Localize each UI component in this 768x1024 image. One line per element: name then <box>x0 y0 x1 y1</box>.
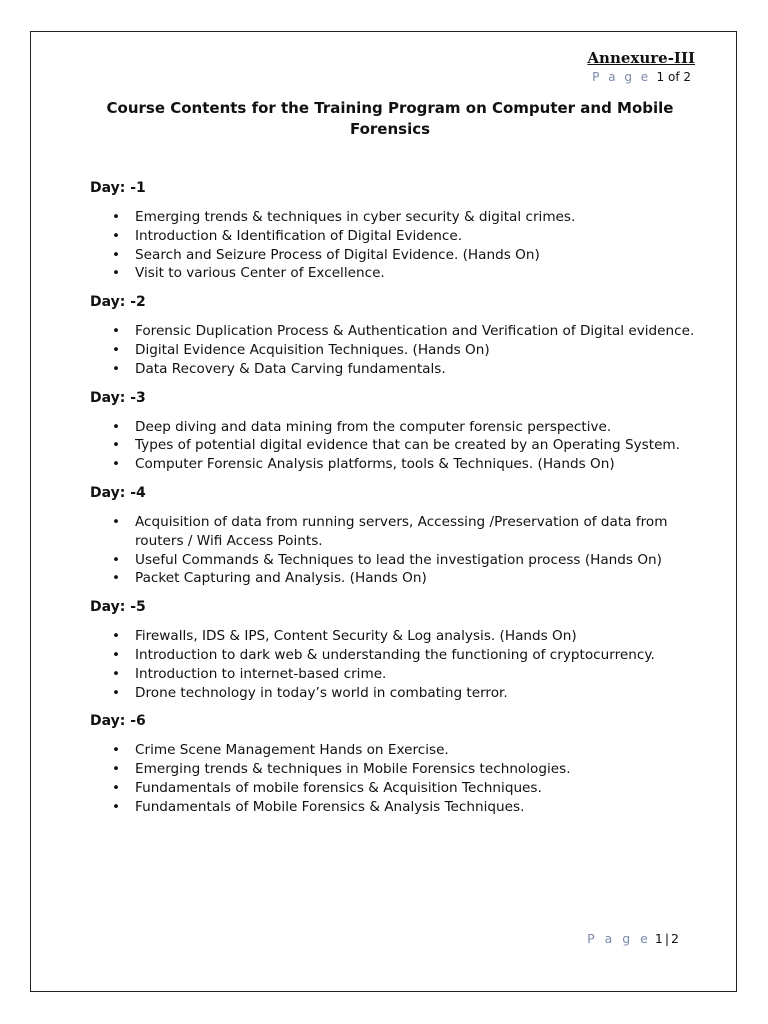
topic-text: Fundamentals of Mobile Forensics & Analysis Techniques. <box>135 798 525 815</box>
bullet-icon: • <box>112 513 121 530</box>
bullet-icon: • <box>112 209 121 225</box>
topic-item <box>90 741 710 760</box>
topic-item <box>90 227 710 246</box>
bullet-icon: • <box>112 360 121 377</box>
header-page-info: 1 of 2 <box>656 70 691 84</box>
topic-item <box>90 436 710 455</box>
topic-text: Firewalls, IDS & IPS, Content Security & Log analysis. (Hands On) <box>135 628 577 645</box>
topic-list <box>90 627 710 702</box>
bullet-icon: • <box>112 341 121 358</box>
topic-text: Forensic Duplication Process & Authentication and Verification of Digital evidence. <box>135 323 695 340</box>
topic-item <box>90 569 710 588</box>
topic-item <box>90 341 710 360</box>
bullet-icon: • <box>112 323 121 340</box>
topic-text: Visit to various Center of Excellence. <box>135 265 385 282</box>
day-heading: Day: -4 <box>90 484 146 501</box>
topic-text: Types of potential digital evidence that can be created by an Operating System. <box>135 437 680 454</box>
topic-text: Search and Seizure Process of Digital Evidence. (Hands On) <box>135 246 540 263</box>
bullet-icon: • <box>112 437 121 454</box>
footer-page-number <box>587 931 679 946</box>
topic-item <box>90 246 710 265</box>
bullet-icon: • <box>112 646 121 663</box>
footer-page-word: P a g e <box>587 931 651 946</box>
topic-text: Crime Scene Management Hands on Exercise. <box>135 742 449 759</box>
day-section <box>90 389 710 474</box>
topic-item <box>90 513 710 551</box>
topic-text: Packet Capturing and Analysis. (Hands On) <box>135 570 427 587</box>
topic-text: Emerging trends & techniques in Mobile Forensics technologies. <box>135 761 571 778</box>
bullet-icon: • <box>112 227 121 244</box>
topic-text: Computer Forensic Analysis platforms, tools & Techniques. (Hands On) <box>135 456 615 473</box>
bullet-icon: • <box>112 456 121 473</box>
topic-item <box>90 360 710 379</box>
bullet-icon: • <box>112 628 121 645</box>
topic-text: Data Recovery & Data Carving fundamentals. <box>135 360 446 377</box>
header-page-word: P a g e <box>592 70 651 84</box>
header-page-number <box>592 70 691 84</box>
topic-item <box>90 455 710 474</box>
topic-item <box>90 418 710 437</box>
bullet-icon: • <box>112 418 121 435</box>
bullet-icon: • <box>112 779 121 796</box>
day-section <box>90 484 710 588</box>
topic-item <box>90 760 710 779</box>
topic-text: Fundamentals of mobile forensics & Acquisition Techniques. <box>135 779 542 796</box>
day-section <box>90 293 710 378</box>
day-section <box>90 712 710 816</box>
topic-item <box>90 798 710 817</box>
topic-text: Introduction to dark web & understanding the functioning of cryptocurrency. <box>135 646 655 663</box>
document-title: Course Contents for the Training Program on Computer and Mobile Forensics <box>106 99 674 138</box>
day-section <box>90 598 710 702</box>
topic-list <box>90 741 710 816</box>
topic-item <box>90 646 710 665</box>
bullet-icon: • <box>112 684 121 701</box>
bullet-icon: • <box>112 742 121 759</box>
topic-list <box>90 513 710 588</box>
footer-page-total: 2 <box>671 931 679 946</box>
topic-item <box>90 208 710 227</box>
day-heading: Day: -1 <box>90 180 146 196</box>
bullet-icon: • <box>112 570 121 587</box>
topic-item <box>90 551 710 570</box>
topic-text: Introduction & Identification of Digital Evidence. <box>135 227 463 244</box>
day-heading: Day: -6 <box>90 713 146 730</box>
day-heading: Day: -2 <box>90 294 146 311</box>
topic-item <box>90 627 710 646</box>
bullet-icon: • <box>112 798 121 815</box>
annexure-label: Annexure-III <box>587 49 695 67</box>
bullet-icon: • <box>112 761 121 778</box>
topic-text: Deep diving and data mining from the computer forensic perspective. <box>135 418 612 435</box>
topic-list <box>90 418 710 474</box>
course-content <box>90 179 710 827</box>
day-section <box>90 179 710 283</box>
topic-text: Useful Commands & Techniques to lead the investigation process (Hands On) <box>135 551 662 568</box>
footer-page-current: 1 <box>654 931 663 946</box>
topic-text: Digital Evidence Acquisition Techniques. (Hands On) <box>135 341 490 358</box>
topic-item <box>90 264 710 283</box>
bullet-icon: • <box>112 551 121 568</box>
topic-text: Emerging trends & techniques in cyber security & digital crimes. <box>135 209 576 225</box>
topic-list <box>90 322 710 378</box>
bullet-icon: • <box>112 265 121 282</box>
topic-item <box>90 779 710 798</box>
topic-text: Acquisition of data from running servers, Accessing /Preservation of data from routers / Wifi Access Points. <box>135 513 668 549</box>
topic-item <box>90 322 710 341</box>
topic-item <box>90 665 710 684</box>
day-heading: Day: -3 <box>90 389 146 406</box>
topic-text: Introduction to internet-based crime. <box>135 665 387 682</box>
footer-page-separator: | <box>664 931 670 946</box>
topic-text: Drone technology in today’s world in combating terror. <box>135 684 508 701</box>
topic-list <box>90 208 710 283</box>
topic-item <box>90 684 710 703</box>
bullet-icon: • <box>112 246 121 263</box>
day-heading: Day: -5 <box>90 599 146 616</box>
bullet-icon: • <box>112 665 121 682</box>
